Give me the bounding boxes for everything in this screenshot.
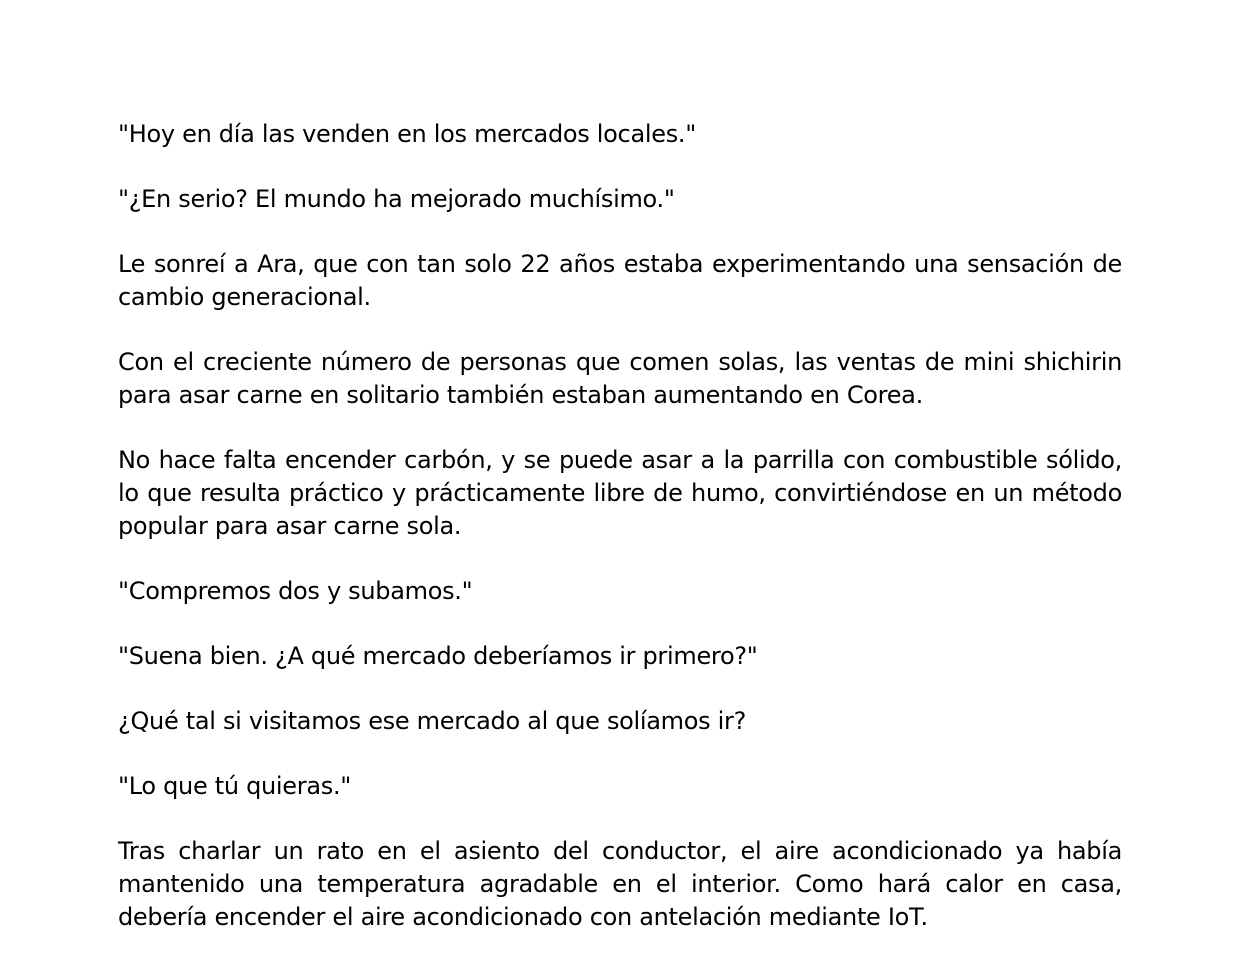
paragraph-2: "¿En serio? El mundo ha mejorado muchísimo." [118, 185, 675, 213]
paragraph-4: Con el creciente número de personas que comen solas, las ventas de mini shichirin para asar carne en solitario también estaban aumentando en Corea. [118, 348, 1122, 409]
paragraph-10: Tras charlar un rato en el asiento del conductor, el aire acondicionado ya había mantenido una temperatura agradable en el interior. Como hará calor en casa, debería encender el aire acondicionado con antelación mediante IoT. [118, 837, 1122, 931]
paragraph-7: "Suena bien. ¿A qué mercado deberíamos ir primero?" [118, 642, 758, 670]
document-page [118, 118, 1122, 966]
paragraph-6: "Compremos dos y subamos." [118, 577, 473, 605]
paragraph-5: No hace falta encender carbón, y se puede asar a la parrilla con combustible sólido, lo que resulta práctico y prácticamente libre de humo, convirtiéndose en un método popular para asar carne sola. [118, 446, 1122, 540]
paragraph-9: "Lo que tú quieras." [118, 772, 352, 800]
paragraph-1: "Hoy en día las venden en los mercados locales." [118, 120, 696, 148]
paragraph-3: Le sonreí a Ara, que con tan solo 22 años estaba experimentando una sensación de cambio generacional. [118, 250, 1122, 311]
paragraph-8: ¿Qué tal si visitamos ese mercado al que solíamos ir? [118, 707, 747, 735]
